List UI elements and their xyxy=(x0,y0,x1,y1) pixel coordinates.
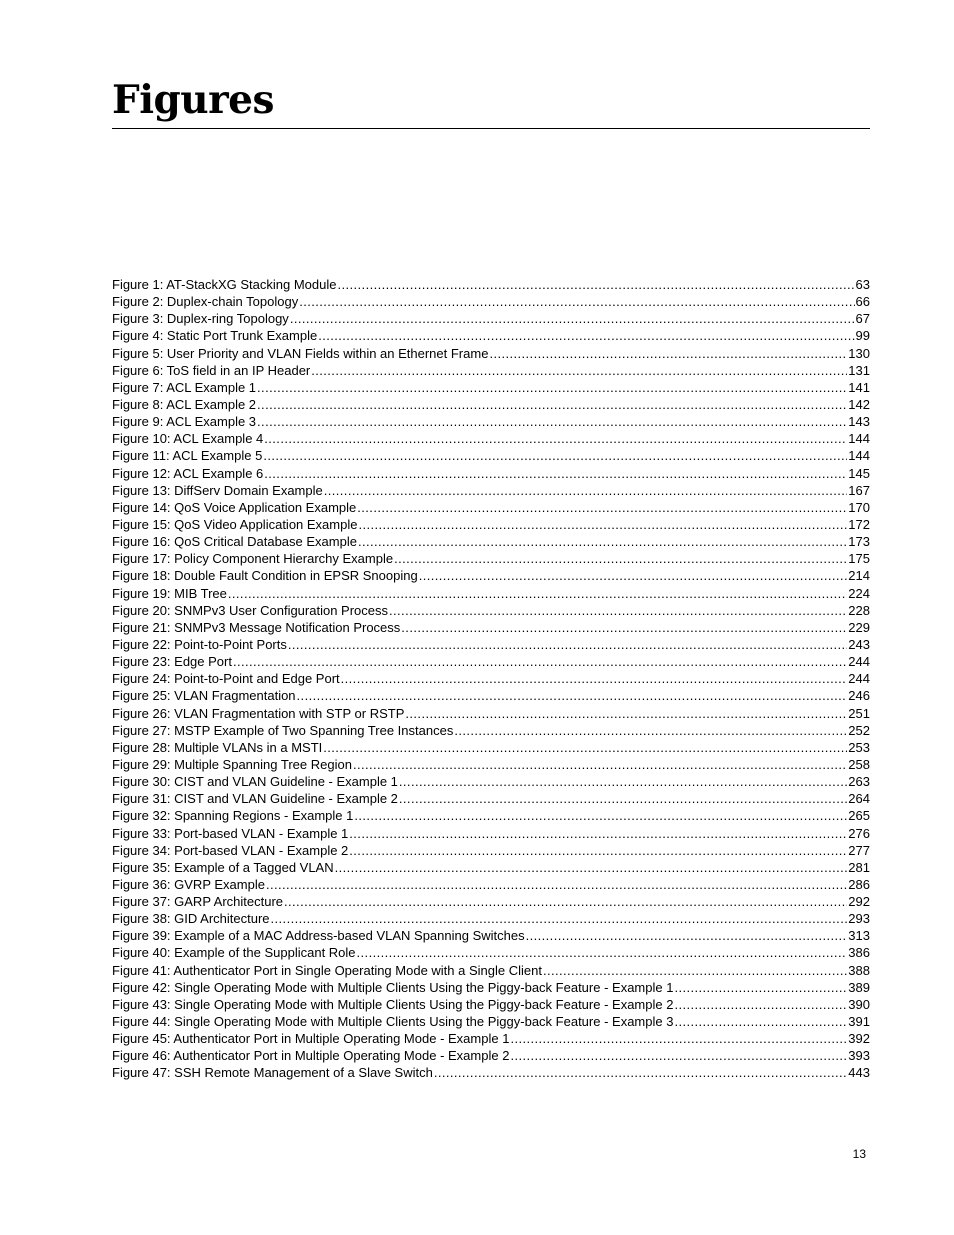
figure-page-number[interactable]: 264 xyxy=(848,791,870,807)
list-item[interactable] xyxy=(112,687,870,704)
title-divider xyxy=(112,128,870,129)
figure-title[interactable]: Figure 25: VLAN Fragmentation xyxy=(112,688,296,704)
list-item[interactable] xyxy=(112,550,870,567)
figure-page-number[interactable]: 243 xyxy=(848,636,870,652)
list-item[interactable] xyxy=(112,979,870,996)
dot-leader xyxy=(353,756,847,773)
list-item[interactable] xyxy=(112,773,870,790)
list-item[interactable] xyxy=(112,482,870,499)
dot-leader xyxy=(297,687,848,704)
dot-leader xyxy=(454,722,847,739)
list-item[interactable] xyxy=(112,396,870,413)
list-item[interactable] xyxy=(112,567,870,584)
figure-page-number[interactable]: 251 xyxy=(848,705,870,721)
figure-title[interactable]: Figure 1: AT-StackXG Stacking Module xyxy=(112,277,337,292)
dot-leader xyxy=(526,927,848,944)
dot-leader xyxy=(349,842,847,859)
dot-leader xyxy=(337,276,854,293)
figure-page-number[interactable]: 443 xyxy=(848,1065,870,1081)
figure-title[interactable]: Figure 16: QoS Critical Database Example xyxy=(112,534,357,550)
figure-title[interactable]: Figure 18: Double Fault Condition in EPSR Snooping xyxy=(112,568,418,584)
list-item[interactable] xyxy=(112,807,870,824)
figure-page-number[interactable]: 141 xyxy=(848,379,870,395)
figure-title[interactable]: Figure 22: Point-to-Point Ports xyxy=(112,636,287,652)
figure-page-number[interactable]: 224 xyxy=(848,585,870,601)
figure-page-number[interactable]: 143 xyxy=(848,414,870,430)
figure-title[interactable]: Figure 29: Multiple Spanning Tree Region xyxy=(112,756,352,772)
list-item[interactable] xyxy=(112,327,870,344)
figure-title[interactable]: Figure 9: ACL Example 3 xyxy=(112,414,257,430)
figure-page-number[interactable]: 99 xyxy=(855,328,870,344)
figure-page-number[interactable]: 229 xyxy=(848,619,870,635)
figure-page-number[interactable]: 386 xyxy=(848,945,870,961)
list-item[interactable] xyxy=(112,379,870,396)
figure-page-number[interactable]: 175 xyxy=(848,551,870,567)
dot-leader xyxy=(357,499,847,516)
figure-title[interactable]: Figure 27: MSTP Example of Two Spanning Tree Instances xyxy=(112,722,454,738)
dot-leader xyxy=(354,807,847,824)
figure-page-number[interactable]: 393 xyxy=(848,1048,870,1064)
figure-page-number[interactable]: 292 xyxy=(848,894,870,910)
figure-title[interactable]: Figure 44: Single Operating Mode with Multiple Clients Using the Piggy-back Feature - Example 3 xyxy=(112,1014,674,1030)
figure-title[interactable]: Figure 10: ACL Example 4 xyxy=(112,431,264,447)
dot-leader xyxy=(290,310,855,327)
dot-leader xyxy=(257,379,847,396)
figure-page-number[interactable]: 144 xyxy=(848,431,870,447)
figure-title[interactable]: Figure 28: Multiple VLANs in a MSTI xyxy=(112,739,323,755)
list-item[interactable] xyxy=(112,893,870,910)
figure-page-number[interactable]: 214 xyxy=(848,568,870,584)
list-item[interactable] xyxy=(112,447,870,464)
figure-title[interactable]: Figure 35: Example of a Tagged VLAN xyxy=(112,859,334,875)
list-item[interactable] xyxy=(112,1047,870,1064)
dot-leader xyxy=(311,362,847,379)
figure-title[interactable]: Figure 3: Duplex-ring Topology xyxy=(112,311,289,327)
dot-leader xyxy=(263,447,847,464)
dot-leader xyxy=(271,910,848,927)
list-item[interactable] xyxy=(112,927,870,944)
list-item[interactable] xyxy=(112,653,870,670)
list-item[interactable] xyxy=(112,825,870,842)
dot-leader xyxy=(399,790,847,807)
figure-page-number[interactable]: 244 xyxy=(848,654,870,670)
list-of-figures xyxy=(112,276,870,1082)
dot-leader xyxy=(394,550,847,567)
list-item[interactable] xyxy=(112,756,870,773)
list-item[interactable] xyxy=(112,670,870,687)
list-item[interactable] xyxy=(112,739,870,756)
dot-leader xyxy=(401,619,847,636)
figure-title[interactable]: Figure 38: GID Architecture xyxy=(112,911,270,927)
figure-page-number[interactable]: 265 xyxy=(848,808,870,824)
figure-page-number[interactable]: 276 xyxy=(848,825,870,841)
list-item[interactable] xyxy=(112,465,870,482)
figure-title[interactable]: Figure 40: Example of the Supplicant Role xyxy=(112,945,356,961)
list-item[interactable] xyxy=(112,585,870,602)
dot-leader xyxy=(264,465,847,482)
dot-leader xyxy=(489,345,847,362)
figure-title[interactable]: Figure 34: Port-based VLAN - Example 2 xyxy=(112,842,349,858)
figure-title[interactable]: Figure 17: Policy Component Hierarchy Example xyxy=(112,551,394,567)
page-number: 13 xyxy=(852,1147,866,1161)
list-item[interactable] xyxy=(112,413,870,430)
dot-leader xyxy=(233,653,847,670)
figure-title[interactable]: Figure 47: SSH Remote Management of a Slave Switch xyxy=(112,1065,433,1081)
figure-title[interactable]: Figure 39: Example of a MAC Address-based VLAN Spanning Switches xyxy=(112,928,525,944)
figure-title[interactable]: Figure 11: ACL Example 5 xyxy=(112,448,263,464)
page-title: Figures xyxy=(112,77,274,123)
figure-page-number[interactable]: 252 xyxy=(848,722,870,738)
list-item[interactable] xyxy=(112,362,870,379)
figure-title[interactable]: Figure 20: SNMPv3 User Configuration Process xyxy=(112,602,389,618)
figure-title[interactable]: Figure 46: Authenticator Port in Multiple Operating Mode - Example 2 xyxy=(112,1048,510,1064)
list-item[interactable] xyxy=(112,533,870,550)
dot-leader xyxy=(674,979,847,996)
figure-title[interactable]: Figure 7: ACL Example 1 xyxy=(112,379,257,395)
list-item[interactable] xyxy=(112,859,870,876)
figure-page-number[interactable]: 63 xyxy=(855,277,870,292)
figure-title[interactable]: Figure 45: Authenticator Port in Multiple Operating Mode - Example 1 xyxy=(112,1031,510,1047)
dot-leader xyxy=(284,893,847,910)
dot-leader xyxy=(389,602,847,619)
dot-leader xyxy=(335,859,848,876)
list-item[interactable] xyxy=(112,722,870,739)
list-item[interactable] xyxy=(112,310,870,327)
figure-title[interactable]: Figure 24: Point-to-Point and Edge Port xyxy=(112,671,340,687)
figure-page-number[interactable]: 167 xyxy=(848,482,870,498)
figure-title[interactable]: Figure 14: QoS Voice Application Example xyxy=(112,499,357,515)
figure-page-number[interactable]: 67 xyxy=(855,311,870,327)
figure-title[interactable]: Figure 23: Edge Port xyxy=(112,654,232,670)
figure-title[interactable]: Figure 19: MIB Tree xyxy=(112,585,227,601)
list-item[interactable] xyxy=(112,962,870,979)
list-item[interactable] xyxy=(112,1030,870,1047)
figure-page-number[interactable]: 173 xyxy=(848,534,870,550)
dot-leader xyxy=(357,944,848,961)
dot-leader xyxy=(405,705,847,722)
figure-title[interactable]: Figure 4: Static Port Trunk Example xyxy=(112,328,318,344)
list-item[interactable] xyxy=(112,1064,870,1081)
figure-title[interactable]: Figure 6: ToS field in an IP Header xyxy=(112,362,311,378)
figure-page-number[interactable]: 246 xyxy=(848,688,870,704)
figure-title[interactable]: Figure 8: ACL Example 2 xyxy=(112,396,257,412)
figure-page-number[interactable]: 390 xyxy=(848,996,870,1012)
list-item[interactable] xyxy=(112,293,870,310)
list-item[interactable] xyxy=(112,910,870,927)
list-item[interactable] xyxy=(112,430,870,447)
figure-page-number[interactable]: 392 xyxy=(848,1031,870,1047)
figure-page-number[interactable]: 253 xyxy=(848,739,870,755)
list-item[interactable] xyxy=(112,499,870,516)
figure-page-number[interactable]: 313 xyxy=(848,928,870,944)
dot-leader xyxy=(264,430,847,447)
figure-page-number[interactable]: 144 xyxy=(848,448,870,464)
dot-leader xyxy=(299,293,854,310)
figure-title[interactable]: Figure 12: ACL Example 6 xyxy=(112,465,264,481)
dot-leader xyxy=(543,962,847,979)
figure-page-number[interactable]: 286 xyxy=(848,876,870,892)
dot-leader xyxy=(419,567,848,584)
list-item[interactable] xyxy=(112,1013,870,1030)
figure-page-number[interactable]: 244 xyxy=(848,671,870,687)
dot-leader xyxy=(318,327,854,344)
dot-leader xyxy=(257,396,847,413)
figure-title[interactable]: Figure 2: Duplex-chain Topology xyxy=(112,294,299,310)
figure-title[interactable]: Figure 30: CIST and VLAN Guideline - Example 1 xyxy=(112,774,398,790)
figure-title[interactable]: Figure 37: GARP Architecture xyxy=(112,894,284,910)
list-item[interactable] xyxy=(112,876,870,893)
list-item[interactable] xyxy=(112,842,870,859)
list-item[interactable] xyxy=(112,996,870,1013)
figure-page-number[interactable]: 130 xyxy=(848,345,870,361)
dot-leader xyxy=(358,533,847,550)
figure-page-number[interactable]: 263 xyxy=(848,774,870,790)
dot-leader xyxy=(674,1013,847,1030)
figure-title[interactable]: Figure 13: DiffServ Domain Example xyxy=(112,482,323,498)
list-item[interactable] xyxy=(112,790,870,807)
dot-leader xyxy=(341,670,848,687)
figure-title[interactable]: Figure 31: CIST and VLAN Guideline - Example 2 xyxy=(112,791,398,807)
dot-leader xyxy=(510,1047,847,1064)
figure-title[interactable]: Figure 5: User Priority and VLAN Fields within an Ethernet Frame xyxy=(112,345,489,361)
figure-title[interactable]: Figure 21: SNMPv3 Message Notification Process xyxy=(112,619,401,635)
figure-title[interactable]: Figure 43: Single Operating Mode with Multiple Clients Using the Piggy-back Feature - Example 2 xyxy=(112,996,674,1012)
figure-title[interactable]: Figure 32: Spanning Regions - Example 1 xyxy=(112,808,354,824)
dot-leader xyxy=(399,773,847,790)
figure-title[interactable]: Figure 26: VLAN Fragmentation with STP or RSTP xyxy=(112,705,405,721)
list-item[interactable] xyxy=(112,619,870,636)
dot-leader xyxy=(674,996,847,1013)
figure-title[interactable]: Figure 36: GVRP Example xyxy=(112,876,265,892)
figure-page-number[interactable]: 293 xyxy=(848,911,870,927)
figure-page-number[interactable]: 66 xyxy=(855,294,870,310)
figure-title[interactable]: Figure 33: Port-based VLAN - Example 1 xyxy=(112,825,349,841)
figure-page-number[interactable]: 281 xyxy=(848,859,870,875)
list-item[interactable] xyxy=(112,636,870,653)
figure-page-number[interactable]: 389 xyxy=(848,979,870,995)
figure-page-number[interactable]: 391 xyxy=(848,1014,870,1030)
dot-leader xyxy=(324,482,848,499)
dot-leader xyxy=(288,636,847,653)
figure-page-number[interactable]: 228 xyxy=(848,602,870,618)
dot-leader xyxy=(358,516,847,533)
dot-leader xyxy=(349,825,847,842)
dot-leader xyxy=(257,413,847,430)
figure-title[interactable]: Figure 15: QoS Video Application Example xyxy=(112,516,358,532)
list-item[interactable] xyxy=(112,705,870,722)
figure-page-number[interactable]: 277 xyxy=(848,842,870,858)
dot-leader xyxy=(228,585,847,602)
figure-page-number[interactable]: 131 xyxy=(848,362,870,378)
dot-leader xyxy=(434,1064,847,1081)
figure-page-number[interactable]: 170 xyxy=(848,499,870,515)
figure-page-number[interactable]: 142 xyxy=(848,396,870,412)
figure-title[interactable]: Figure 42: Single Operating Mode with Multiple Clients Using the Piggy-back Feature - Example 1 xyxy=(112,979,674,995)
figure-page-number[interactable]: 388 xyxy=(848,962,870,978)
dot-leader xyxy=(510,1030,847,1047)
list-item[interactable] xyxy=(112,276,870,293)
figure-title[interactable]: Figure 41: Authenticator Port in Single Operating Mode with a Single Client xyxy=(112,962,542,978)
list-item[interactable] xyxy=(112,516,870,533)
figure-page-number[interactable]: 172 xyxy=(848,516,870,532)
dot-leader xyxy=(266,876,847,893)
dot-leader xyxy=(323,739,847,756)
figure-page-number[interactable]: 258 xyxy=(848,756,870,772)
list-item[interactable] xyxy=(112,944,870,961)
list-item[interactable] xyxy=(112,345,870,362)
list-item[interactable] xyxy=(112,602,870,619)
figure-page-number[interactable]: 145 xyxy=(848,465,870,481)
